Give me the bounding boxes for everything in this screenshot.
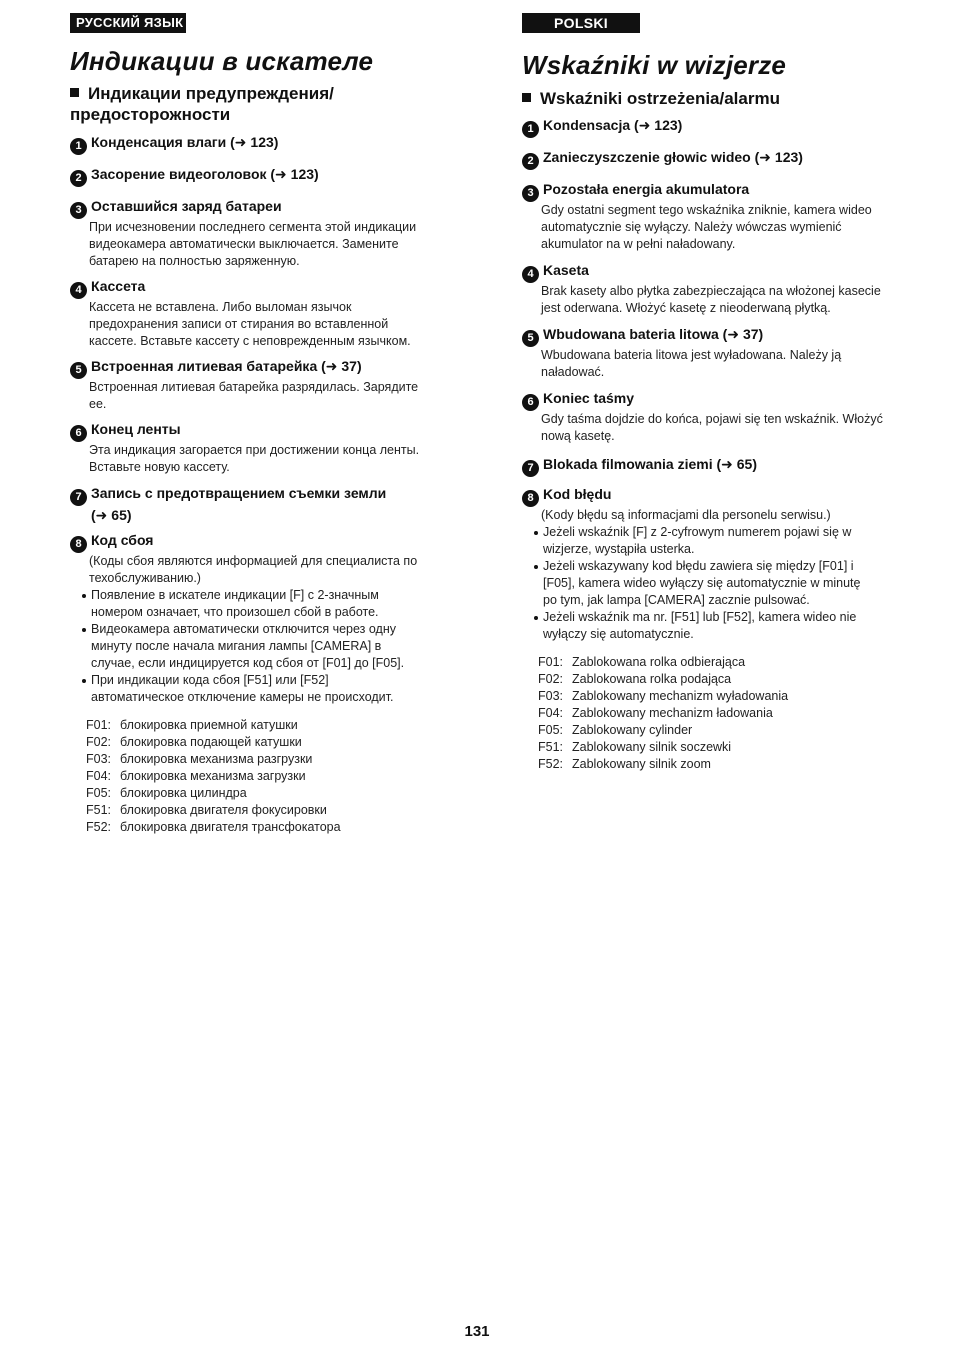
bullet-item: Jeżeli wskaźnik ma nr. [F51] lub [F52], kamera wideo nie wyłączy się automatycznie. [534,609,912,643]
text-line: Brak kasety albo płytka zabezpieczająca na włożonej kasecie [541,284,881,298]
number-7-icon: 7 [70,489,87,506]
code-row: F02: Zablokowana rolka podająca [538,672,732,686]
item-heading: Wbudowana bateria litowa (➜ 37) [543,326,764,342]
text-line: (Kody błędu są informacjami dla personelu serwisu.) [541,508,831,522]
item-heading-continued: (➜ 65) [91,507,132,523]
number-5-icon: 5 [522,330,539,347]
number-8-icon: 8 [70,536,87,553]
indicator-list-polish [522,117,912,773]
bullet-list [541,524,912,643]
number-2-icon: 2 [522,153,539,170]
text-line: Gdy ostatni segment tego wskaźnika zniknie, kamera wideo [541,203,872,217]
item-heading: Код сбоя [91,532,154,548]
code-row: F05: блокировка цилиндра [86,786,247,800]
list-item [70,278,450,350]
code-row: F51: Zablokowany silnik soczewki [538,740,732,754]
indicator-list-russian [70,134,450,836]
bullet-list [89,587,450,706]
item-heading: Засорение видеоголовок (➜ 123) [91,166,319,182]
number-7-icon: 7 [522,460,539,477]
item-heading: Blokada filmowania ziemi (➜ 65) [543,456,758,472]
list-item [70,198,450,270]
number-4-icon: 4 [522,266,539,283]
text-line: При исчезновении последнего сегмента этой индикации [89,220,417,234]
list-item [522,486,912,643]
list-item [70,532,450,706]
list-item [522,181,912,253]
text-line: ее. [89,397,107,411]
text-line: naładować. [541,365,605,379]
language-tag-polish: POLSKI [522,13,640,33]
text-line: automatycznie się wyłączy. Należy wówczas wymienić [541,220,842,234]
item-description [89,553,450,706]
section-heading-line1: Wskaźniki ostrzeżenia/alarmu [540,89,780,108]
section-heading-polish [522,88,780,109]
item-description [541,507,912,643]
bullet-item: При индикации кода сбоя [F51] или [F52] автоматическое отключение камеры не происходит. [82,672,450,706]
number-8-icon: 8 [522,490,539,507]
text-line: Эта индикация загорается при достижении конца ленты. [89,443,420,457]
number-1-icon: 1 [522,121,539,138]
item-heading: Zanieczyszczenie głowic wideo (➜ 123) [543,149,803,165]
code-row: F03: блокировка механизма разгрузки [86,752,313,766]
number-1-icon: 1 [70,138,87,155]
page-title-polish: Wskaźniki w wizjerze [522,50,787,80]
text-line: akumulator na w pełni naładowany. [541,237,736,251]
error-code-list-polish [538,654,912,773]
text-line: Gdy taśma dojdzie do końca, pojawi się ten wskaźnik. Włożyć [541,412,883,426]
item-description [541,202,912,253]
code-row: F01: Zablokowana rolka odbierająca [538,655,746,669]
item-description [541,411,912,445]
number-3-icon: 3 [522,185,539,202]
code-row: F05: Zablokowany cylinder [538,723,693,737]
item-heading: Kondensacja (➜ 123) [543,117,683,133]
number-4-icon: 4 [70,282,87,299]
list-item [522,149,912,170]
item-heading: Оставшийся заряд батареи [91,198,282,214]
code-row: F01: блокировка приемной катушки [86,718,298,732]
code-row: F02: блокировка подающей катушки [86,735,302,749]
page-title-russian: Индикации в искателе [70,46,374,76]
bullet-item: Появление в искателе индикации [F] с 2-значным номером означает, что произошел сбой в работе. [82,587,450,621]
item-heading: Kaseta [543,262,589,278]
item-heading: Конец ленты [91,421,181,437]
error-code-list-russian [86,717,450,836]
item-description [541,283,912,317]
item-heading: Кассета [91,278,146,294]
list-item [522,262,912,317]
list-item [70,166,450,187]
code-row: F03: Zablokowany mechanizm wyładowania [538,689,789,703]
item-description [89,299,450,350]
square-bullet-icon [522,93,531,102]
item-heading: Встроенная литиевая батарейка (➜ 37) [91,358,362,374]
item-description [89,442,450,476]
section-heading-line2: предосторожности [70,105,231,124]
number-3-icon: 3 [70,202,87,219]
list-item [522,326,912,381]
item-description [89,379,450,413]
code-row: F51: блокировка двигателя фокусировки [86,803,327,817]
bullet-item: Jeżeli wskazywany kod błędu zawiera się między [F01] i [F05], kamera wideo wyłączy się automatycznie w minutę po tym, jak lampa [CAMERA] zacznie pulsować. [534,558,912,609]
text-line: jest oderwana. Włożyć kasetę z nieoderwaną płytką. [541,301,831,315]
number-2-icon: 2 [70,170,87,187]
code-row: F04: Zablokowany mechanizm ładowania [538,706,773,720]
text-line: nową kasetę. [541,429,615,443]
list-item [522,117,912,138]
language-tag-russian: РУССКИЙ ЯЗЫК [70,13,186,33]
item-heading: Конденсация влаги (➜ 123) [91,134,279,150]
text-line: предохранения записи от стирания во вставленной [89,317,389,331]
bullet-item: Jeżeli wskaźnik [F] z 2-cyfrowym numerem pojawi się w wizjerze, wystąpiła usterka. [534,524,912,558]
text-line: (Коды сбоя являются информацией для специалиста по [89,554,418,568]
text-line: техобслуживанию.) [89,571,201,585]
text-line: Wbudowana bateria litowa jest wyładowana. Należy ją [541,348,842,362]
item-description [541,347,912,381]
text-line: видеокамера автоматически выключается. Замените [89,237,399,251]
square-bullet-icon [70,88,79,97]
list-item [522,390,912,445]
list-item [70,134,450,155]
text-line: кассете. Вставьте кассету с неповрежденным язычком. [89,334,411,348]
text-line: Встроенная литиевая батарейка разрядилась. Зарядите [89,380,419,394]
item-heading: Koniec taśmy [543,390,635,406]
item-heading: Kod błędu [543,486,612,502]
list-item [522,456,912,477]
text-line: Кассета не вставлена. Либо выломан язычок [89,300,352,314]
text-line: батарею на полностью заряженную. [89,254,300,268]
code-row: F04: блокировка механизма загрузки [86,769,306,783]
number-6-icon: 6 [522,394,539,411]
list-item [70,421,450,476]
item-description [89,219,450,270]
bullet-item: Видеокамера автоматически отключится через одну минуту после начала мигания лампы [CAMERA] в случае, если индицируется код сбоя от [F01] до [F05]. [82,621,450,672]
item-heading: Pozostała energia akumulatora [543,181,750,197]
section-heading-russian [70,83,334,125]
text-line: Вставьте новую кассету. [89,460,230,474]
list-item [70,358,450,413]
number-6-icon: 6 [70,425,87,442]
list-item [70,484,450,524]
page-number: 131 [464,1323,490,1340]
code-row: F52: Zablokowany silnik zoom [538,757,711,771]
code-row: F52: блокировка двигателя трансфокатора [86,820,341,834]
item-heading: Запись с предотвращением съемки земли [91,485,387,501]
section-heading-line1: Индикации предупреждения/ [88,84,334,103]
number-5-icon: 5 [70,362,87,379]
